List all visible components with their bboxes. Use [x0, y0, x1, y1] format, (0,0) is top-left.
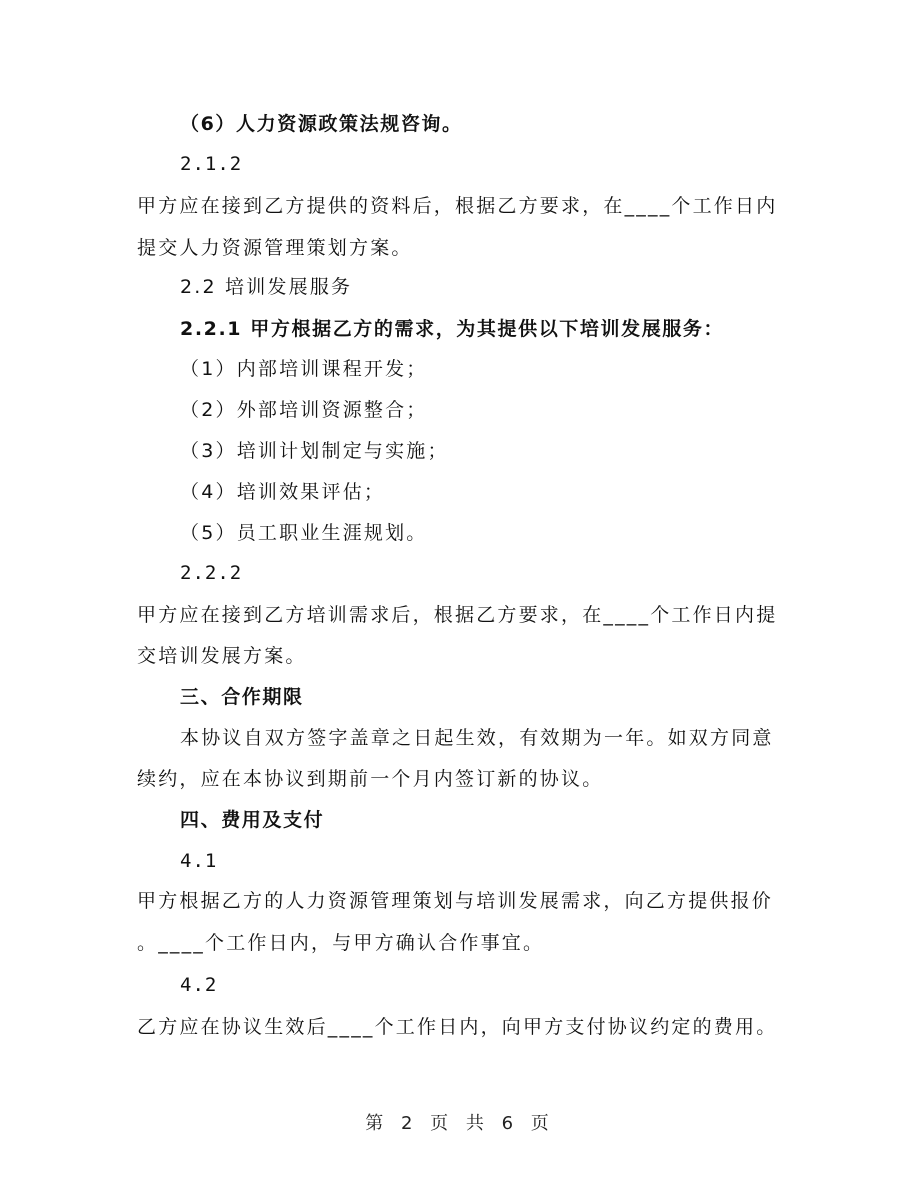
section-heading-3: 三、合作期限: [180, 686, 304, 708]
clause-4-1-text-line1: 甲方根据乙方的人力资源管理策划与培训发展需求，向乙方提供报价: [137, 890, 774, 912]
clause-2-2-2-text-line2: 交培训发展方案。: [137, 645, 307, 667]
clause-4-2-text: 乙方应在协议生效后____个工作日内，向甲方支付协议约定的费用。: [137, 1016, 778, 1038]
section-3-text-line2: 续约，应在本协议到期前一个月内签订新的协议。: [137, 768, 604, 790]
clause-2-1-2-text-line1: 甲方应在接到乙方提供的资料后，根据乙方要求，在____个工作日内: [137, 195, 778, 217]
list-item-3: （3）培训计划制定与实施；: [180, 440, 449, 462]
clause-number-4-2: 4.2: [180, 974, 218, 996]
clause-2-1-2-text-line2: 提交人力资源管理策划方案。: [137, 237, 413, 259]
clause-number-4-1: 4.1: [180, 850, 218, 872]
clause-number-2-2-2: 2.2.2: [180, 562, 243, 584]
section-heading-4: 四、费用及支付: [180, 809, 325, 831]
section-3-text-line1: 本协议自双方签字盖章之日起生效，有效期为一年。如双方同意: [180, 727, 774, 749]
list-item-1: （1）内部培训课程开发；: [180, 358, 428, 380]
clause-4-1-text-line2: 。____个工作日内，与甲方确认合作事宜。: [137, 932, 545, 954]
page-footer: 第 2 页 共 6 页: [365, 1113, 555, 1134]
list-item-policy-consulting: （6）人力资源政策法规咨询。: [180, 113, 463, 135]
list-item-4: （4）培训效果评估；: [180, 481, 386, 503]
list-item-2: （2）外部培训资源整合；: [180, 399, 428, 421]
section-heading-2-2: 2.2 培训发展服务: [180, 276, 353, 298]
clause-2-2-1: 2.2.1 甲方根据乙方的需求，为其提供以下培训发展服务：: [180, 318, 725, 340]
list-item-5: （5）员工职业生涯规划。: [180, 522, 428, 544]
clause-number-2-1-2: 2.1.2: [180, 153, 243, 175]
clause-2-2-2-text-line1: 甲方应在接到乙方培训需求后，根据乙方要求，在____个工作日内提: [137, 604, 778, 626]
